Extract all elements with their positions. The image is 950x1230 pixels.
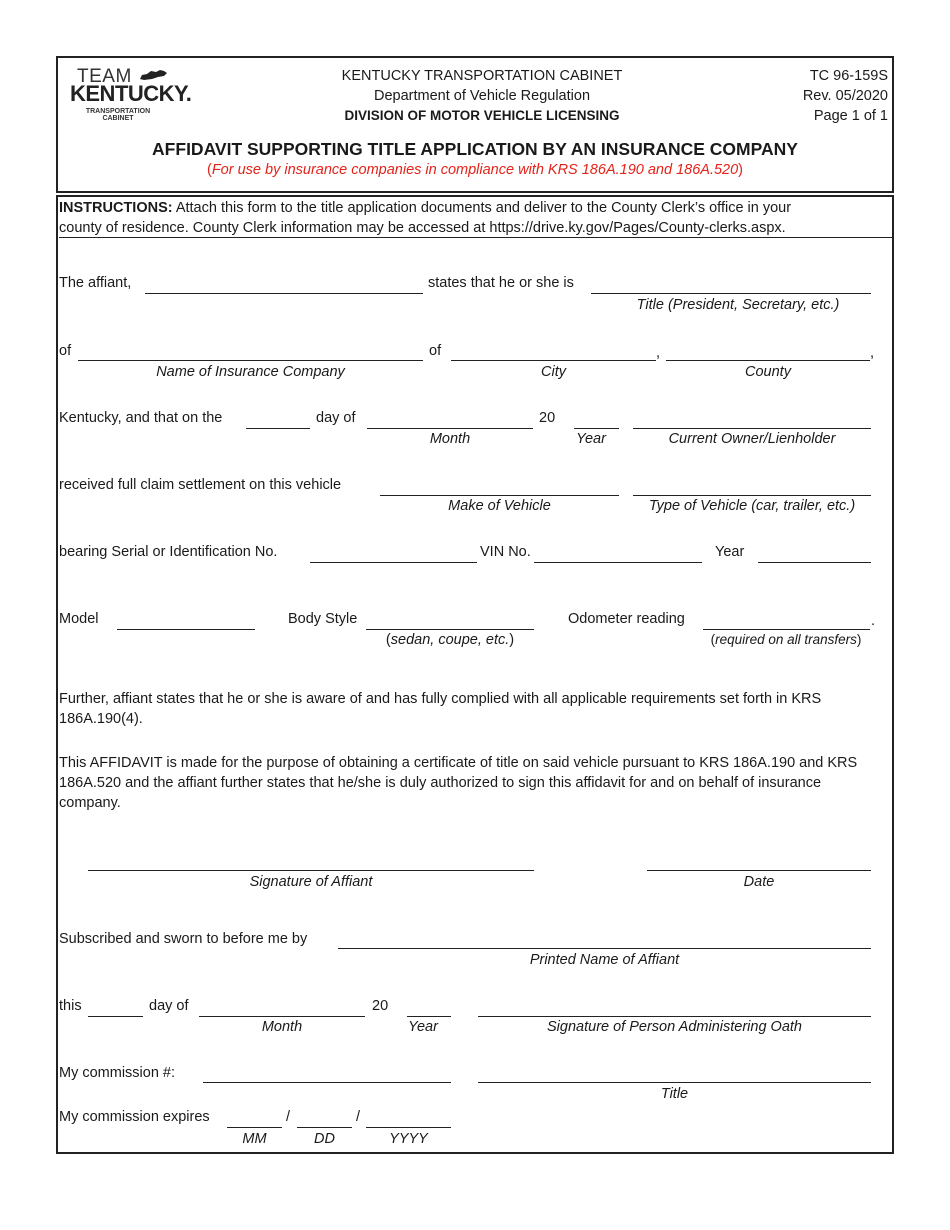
- month-caption: Month: [429, 431, 471, 447]
- city-field[interactable]: [451, 360, 656, 361]
- county-comma: ,: [870, 345, 875, 361]
- vehicle-make-field[interactable]: [380, 495, 619, 496]
- page-number: Page 1 of 1: [813, 108, 888, 124]
- agency-name: KENTUCKY TRANSPORTATION CABINET: [341, 68, 623, 84]
- division-name: DIVISION OF MOTOR VEHICLE LICENSING: [344, 108, 620, 123]
- body-style-label: Body Style: [288, 611, 358, 627]
- odometer-period: .: [871, 613, 876, 629]
- department-name: Department of Vehicle Regulation: [373, 88, 591, 104]
- vehicle-type-field[interactable]: [633, 495, 871, 496]
- commission-expires-label: My commission expires: [59, 1109, 210, 1125]
- year-caption: Year: [576, 431, 606, 447]
- oath-day-field[interactable]: [88, 1016, 143, 1017]
- printed-name-caption: Printed Name of Affiant: [529, 952, 680, 968]
- logo-kentucky-text: KENTUCKY.: [70, 81, 192, 106]
- team-kentucky-logo: [66, 66, 192, 124]
- title-caption: Title (President, Secretary, etc.): [636, 297, 840, 313]
- kentucky-state-shape-icon: [138, 69, 168, 81]
- form-number: TC 96-159S: [809, 68, 888, 84]
- compliance-paragraph: Further, affiant states that he or she is aware of and has fully complied with all applicable requirements set forth in KRS 186A.190(4).: [59, 691, 822, 727]
- odometer-caption: (required on all transfers): [710, 632, 862, 647]
- serial-number-field[interactable]: [310, 562, 477, 563]
- county-caption: County: [745, 364, 791, 380]
- logo-team-text: TEAM: [77, 66, 132, 87]
- commission-number-label: My commission #:: [59, 1065, 176, 1081]
- date-caption: Date: [743, 874, 775, 890]
- twenty-label: 20: [539, 410, 556, 426]
- day-of-label: day of: [316, 410, 356, 426]
- kentucky-label: Kentucky, and that on the: [59, 410, 223, 426]
- vehicle-year-field[interactable]: [758, 562, 871, 563]
- vehicle-year-label: Year: [715, 544, 745, 560]
- month-field[interactable]: [367, 428, 533, 429]
- form-revision: Rev. 05/2020: [802, 88, 888, 104]
- vin-label: VIN No.: [480, 544, 531, 560]
- model-field[interactable]: [117, 629, 255, 630]
- vin-field[interactable]: [534, 562, 702, 563]
- owner-caption: Current Owner/Lienholder: [668, 431, 836, 447]
- printed-name-field[interactable]: [338, 948, 871, 949]
- states-label: states that he or she is: [428, 275, 574, 291]
- oath-signature-caption: Signature of Person Administering Oath: [547, 1019, 802, 1035]
- body-style-caption: (sedan, coupe, etc.): [385, 632, 515, 648]
- signature-date-field[interactable]: [647, 870, 871, 871]
- of-label: of: [59, 343, 72, 359]
- city-comma: ,: [656, 345, 661, 361]
- serial-label: bearing Serial or Identification No.: [59, 544, 278, 560]
- insurance-company-field[interactable]: [78, 360, 423, 361]
- expires-mm-field[interactable]: [227, 1127, 282, 1128]
- oath-month-field[interactable]: [199, 1016, 365, 1017]
- day-field[interactable]: [246, 428, 310, 429]
- dd-caption: DD: [314, 1131, 335, 1147]
- model-label: Model: [59, 611, 99, 627]
- mm-caption: MM: [242, 1131, 267, 1147]
- form-subtitle: (For use by insurance companies in compliance with KRS 186A.190 and 186A.520): [206, 162, 744, 178]
- body-style-field[interactable]: [366, 629, 534, 630]
- form-title: AFFIDAVIT SUPPORTING TITLE APPLICATION BY AN INSURANCE COMPANY: [152, 139, 798, 159]
- of-city-label: of: [429, 343, 442, 359]
- oath-month-caption: Month: [261, 1019, 303, 1035]
- owner-lienholder-field[interactable]: [633, 428, 871, 429]
- odometer-field[interactable]: [703, 629, 870, 630]
- expires-yyyy-field[interactable]: [366, 1127, 451, 1128]
- expires-dd-field[interactable]: [297, 1127, 352, 1128]
- instructions-line-2: county of residence. County Clerk information may be accessed at https://drive.ky.gov/Pages/County-clerks.aspx.: [59, 220, 786, 236]
- signature-caption: Signature of Affiant: [249, 874, 373, 890]
- this-label: this: [59, 998, 82, 1014]
- logo-transportation-text: TRANSPORTATION: [85, 108, 151, 115]
- type-caption: Type of Vehicle (car, trailer, etc.): [648, 498, 856, 514]
- notary-title-caption: Title: [660, 1086, 689, 1102]
- make-caption: Make of Vehicle: [448, 498, 551, 514]
- affiant-label: The affiant,: [59, 275, 132, 291]
- instructions-line-1: INSTRUCTIONS: Attach this form to the title application documents and deliver to the County Clerk’s office in your: [59, 200, 792, 216]
- purpose-paragraph: This AFFIDAVIT is made for the purpose of obtaining a certificate of title on said vehicle pursuant to KRS 186A.190 and KRS 186A.520 and the affiant further states that he/she is duly authorized to sign this affidavit for and on behalf of insurance company.: [59, 755, 858, 811]
- affiant-title-field[interactable]: [591, 293, 871, 294]
- subscribed-label: Subscribed and sworn to before me by: [59, 931, 308, 947]
- notary-title-field[interactable]: [478, 1082, 871, 1083]
- instructions-underline: [59, 237, 892, 238]
- logo-cabinet-text: CABINET: [102, 115, 134, 122]
- oath-signature-field[interactable]: [478, 1016, 871, 1017]
- oath-year-field[interactable]: [407, 1016, 451, 1017]
- received-label: received full claim settlement on this vehicle: [59, 477, 342, 493]
- oath-twenty-label: 20: [372, 998, 389, 1014]
- county-field[interactable]: [666, 360, 870, 361]
- expires-slash-1: /: [286, 1109, 291, 1125]
- yyyy-caption: YYYY: [389, 1131, 428, 1147]
- oath-day-of-label: day of: [149, 998, 189, 1014]
- expires-slash-2: /: [356, 1109, 361, 1125]
- company-caption: Name of Insurance Company: [156, 364, 345, 380]
- affiant-signature-field[interactable]: [88, 870, 534, 871]
- year-field[interactable]: [574, 428, 619, 429]
- commission-number-field[interactable]: [203, 1082, 451, 1083]
- odometer-label: Odometer reading: [568, 611, 685, 627]
- oath-year-caption: Year: [408, 1019, 438, 1035]
- affiant-name-field[interactable]: [145, 293, 423, 294]
- city-caption: City: [541, 364, 566, 380]
